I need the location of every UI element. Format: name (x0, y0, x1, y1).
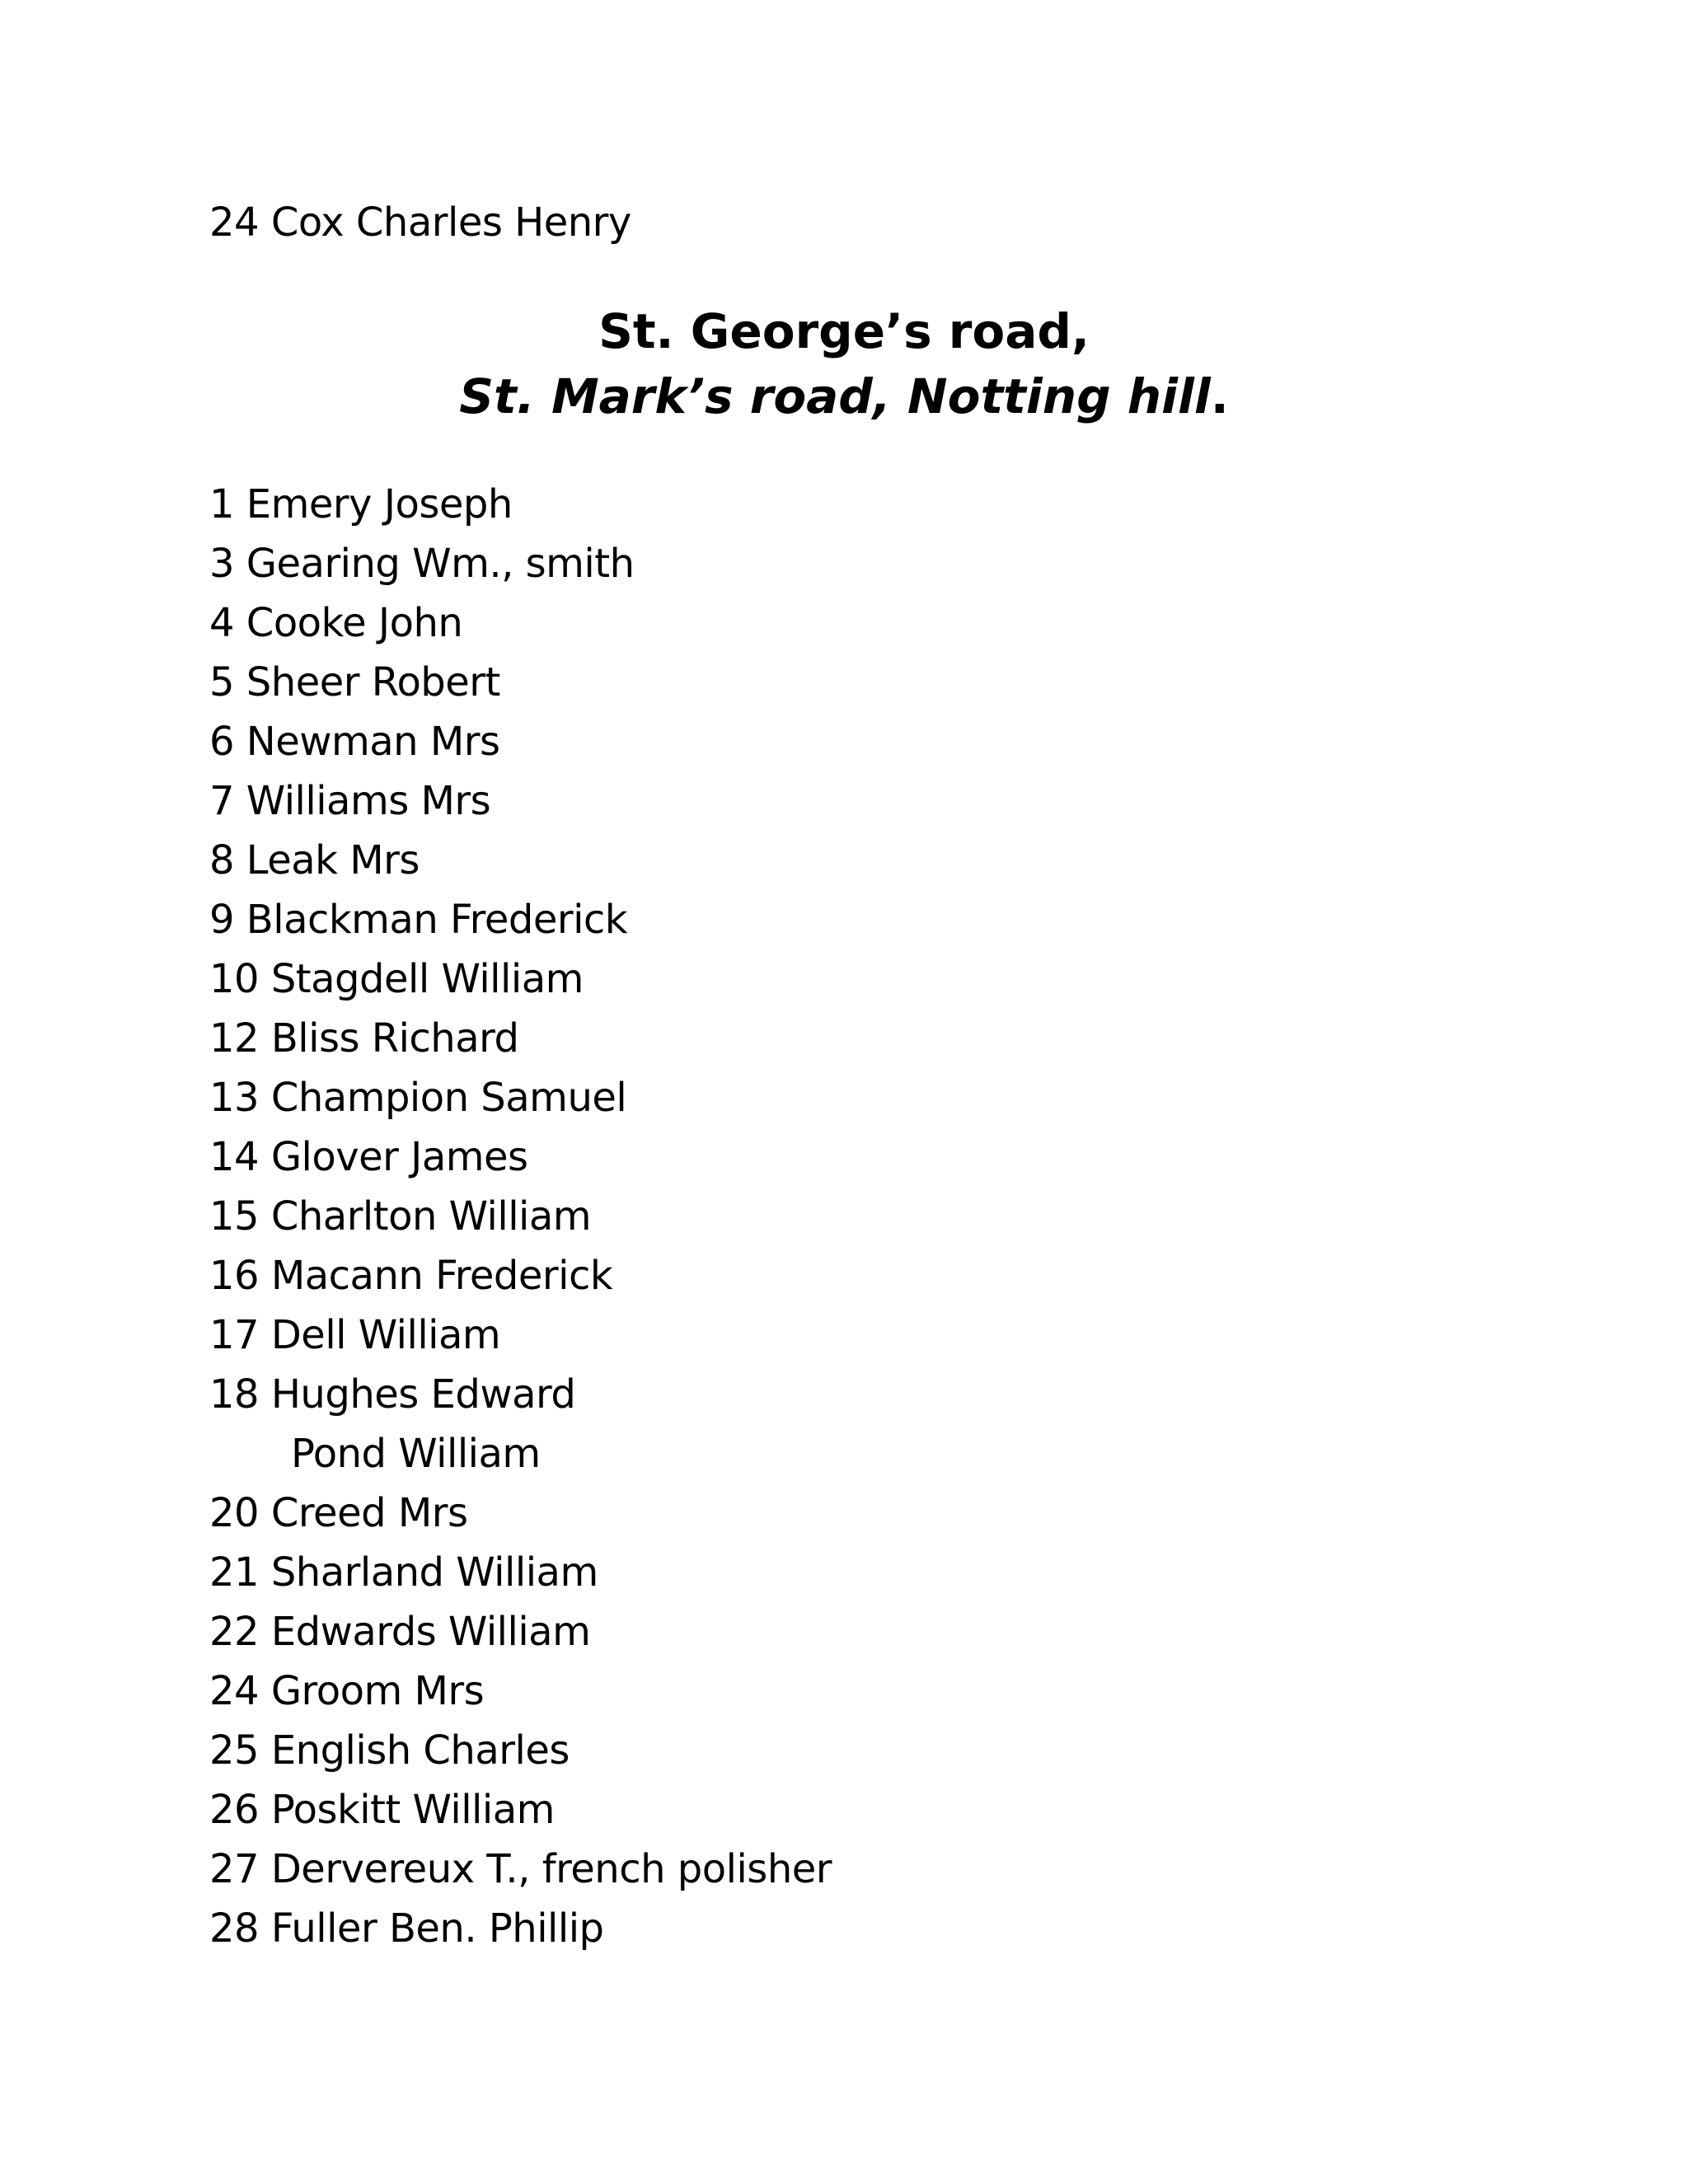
list-item: Pond William (291, 1431, 541, 1477)
list-item: 15 Charlton William (209, 1193, 592, 1240)
list-item: 27 Dervereux T., french polisher (209, 1846, 832, 1892)
street-heading-line2-suffix: . (1210, 368, 1229, 424)
list-item: 7 Williams Mrs (209, 778, 491, 824)
street-heading-line2 (0, 367, 1688, 426)
list-item: 13 Champion Samuel (209, 1075, 627, 1121)
list-item: 26 Poskitt William (209, 1787, 555, 1833)
list-item: 10 Stagdell William (209, 956, 584, 1002)
list-item: 1 Emery Joseph (209, 481, 513, 527)
list-item: 4 Cooke John (209, 600, 463, 646)
list-item: 21 Sharland William (209, 1549, 598, 1596)
list-item: 6 Newman Mrs (209, 719, 500, 765)
list-item: 8 Leak Mrs (209, 837, 420, 883)
list-item: 22 Edwards William (209, 1609, 591, 1655)
list-item: 5 Sheer Robert (209, 659, 500, 705)
list-item: 12 Bliss Richard (209, 1015, 519, 1062)
list-item: 17 Dell William (209, 1312, 501, 1358)
list-item: 3 Gearing Wm., smith (209, 541, 635, 587)
street-heading-line1: St. George’s road, (598, 303, 1090, 359)
list-item: 18 Hughes Edward (209, 1371, 576, 1418)
street-heading-line2-italic: St. Mark’s road, Notting hill (459, 368, 1211, 424)
list-item: 16 Macann Frederick (209, 1253, 613, 1299)
list-item: 14 Glover James (209, 1134, 528, 1180)
list-item: 25 English Charles (209, 1727, 570, 1774)
list-item: 9 Blackman Frederick (209, 897, 628, 943)
list-item: 24 Groom Mrs (209, 1668, 485, 1714)
list-item: 20 Creed Mrs (209, 1490, 468, 1536)
list-item: 28 Fuller Ben. Phillip (209, 1905, 604, 1952)
top-entry: 24 Cox Charles Henry (209, 199, 631, 246)
